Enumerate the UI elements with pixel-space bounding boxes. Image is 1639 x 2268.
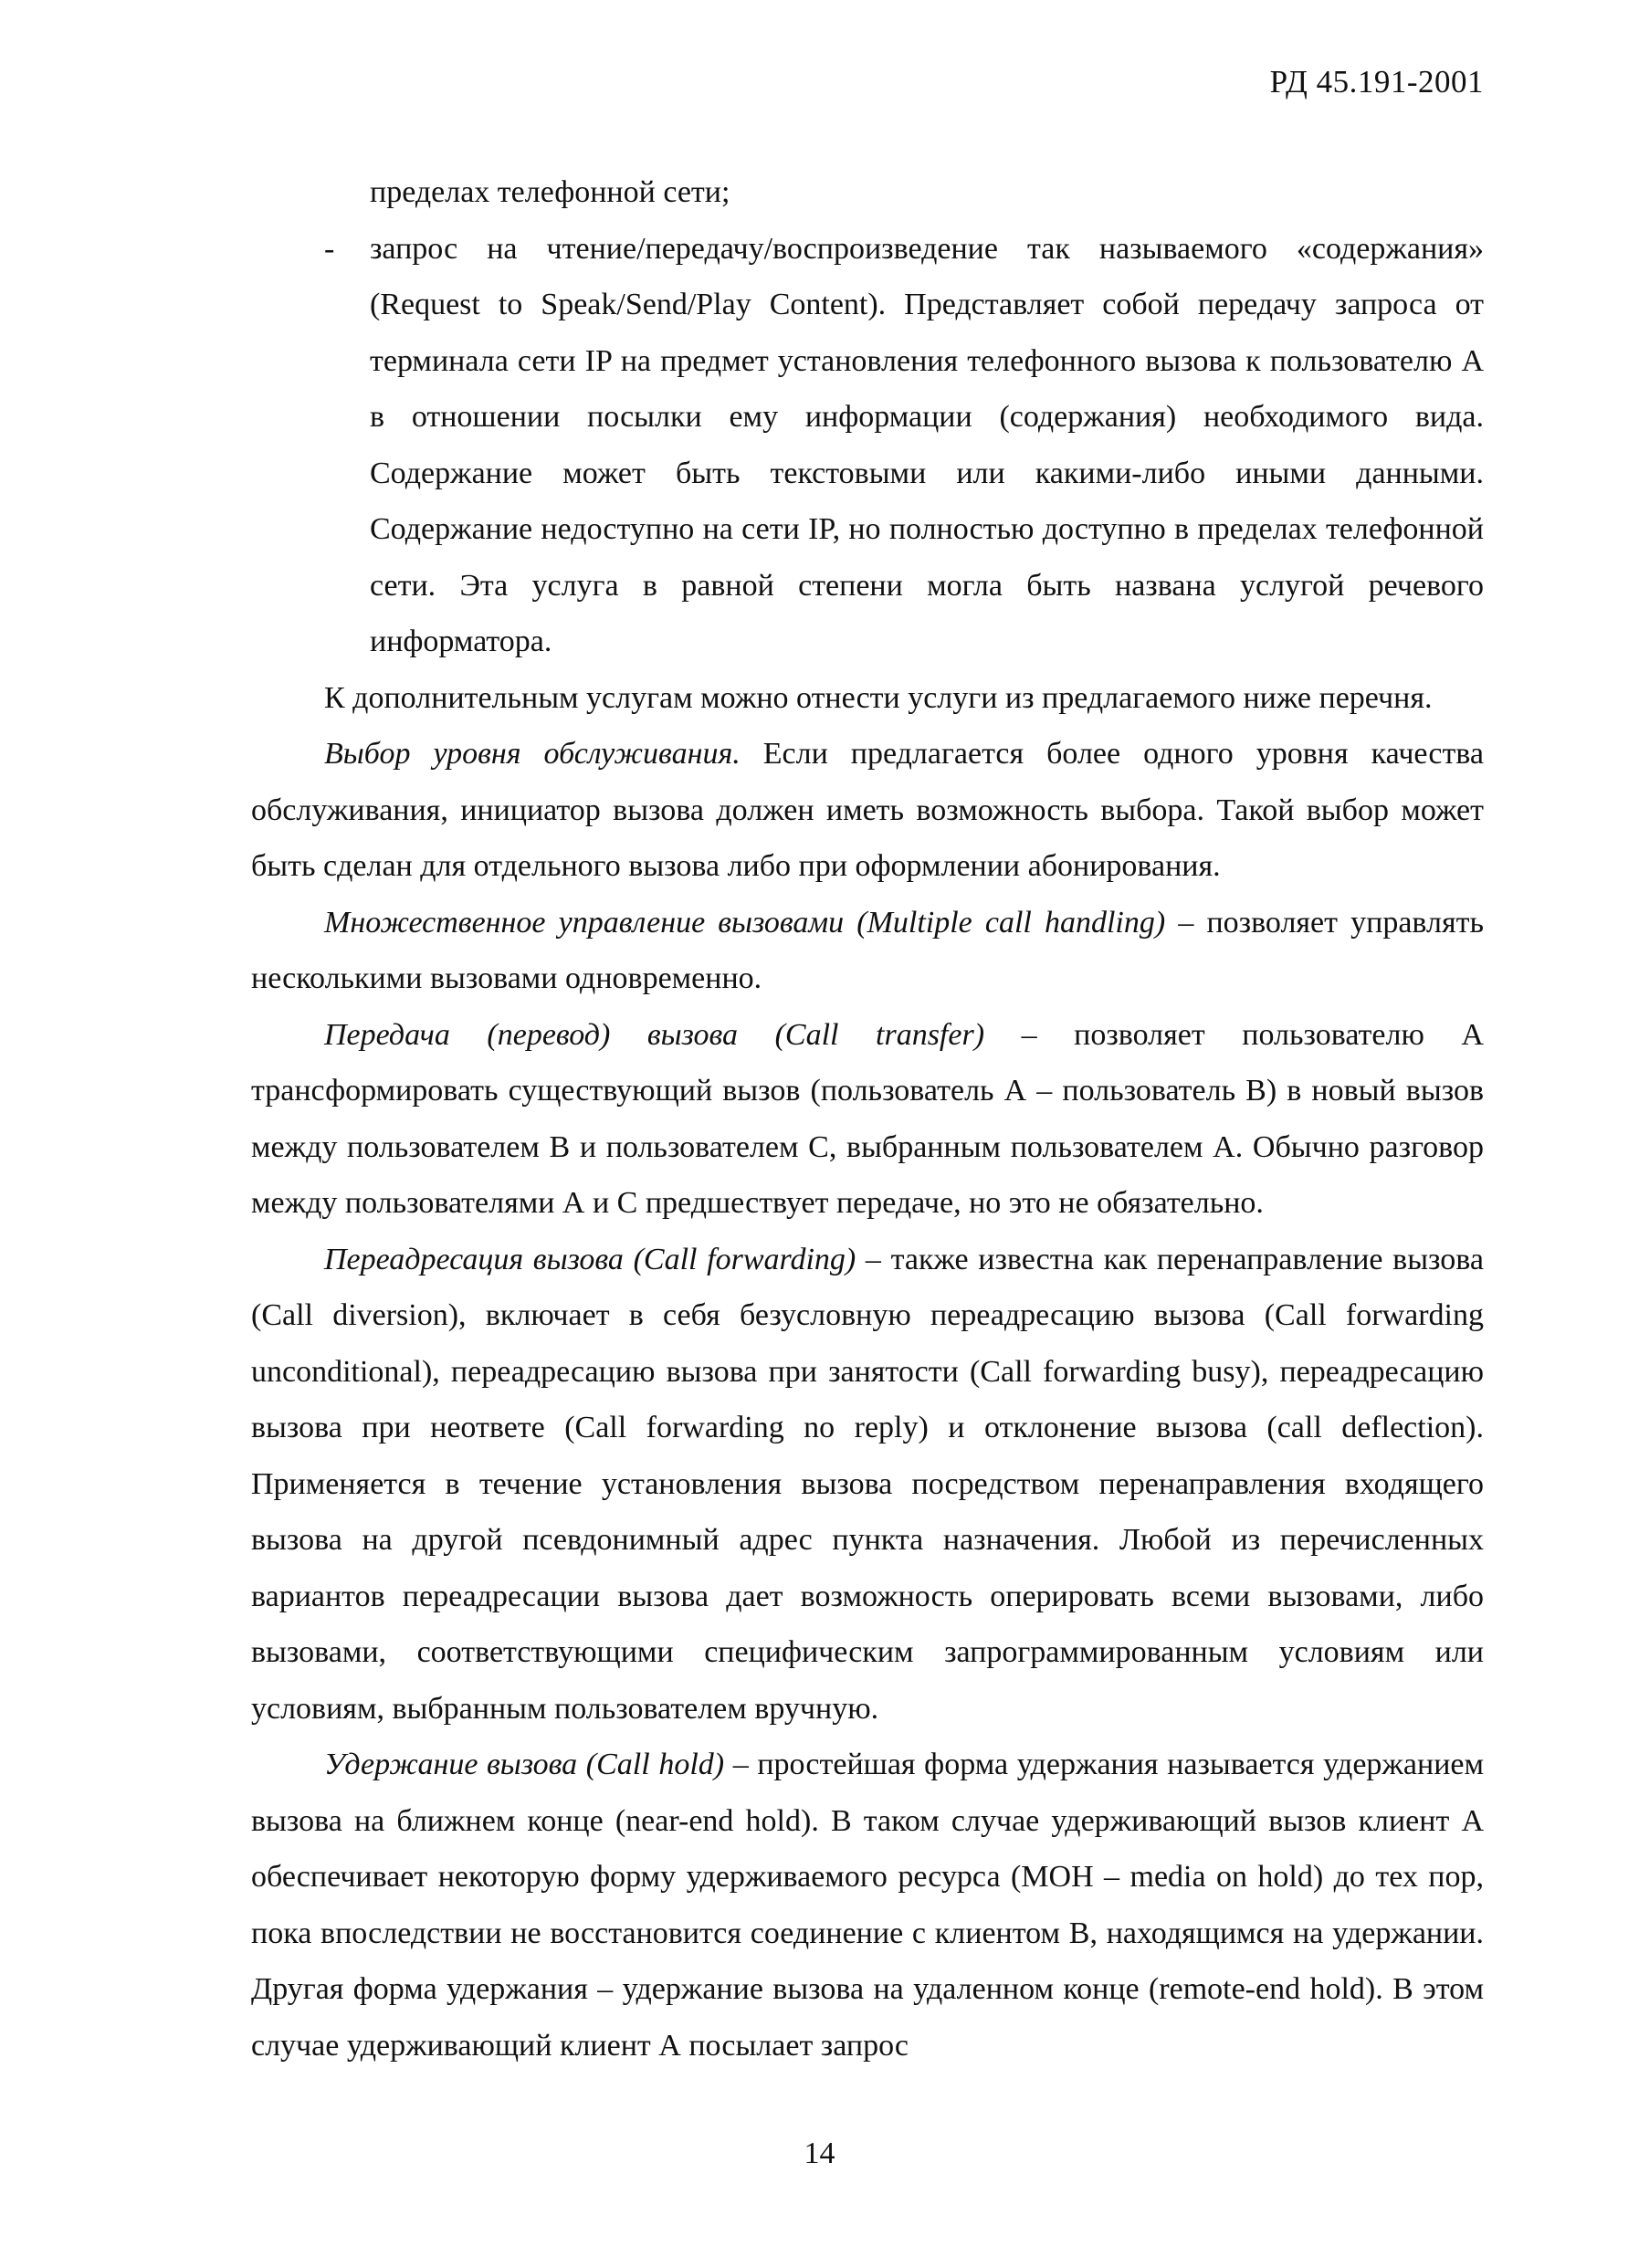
intro-paragraph: К дополнительным услугам можно отнести услуги из предлагаемого ниже перечня.	[324, 680, 1433, 715]
page-body	[251, 164, 1484, 2074]
paragraph-service-level	[251, 726, 1484, 895]
term-call-forwarding: Переадресация вызова (Call forwarding)	[324, 1242, 856, 1276]
paragraph-call-transfer	[251, 1007, 1484, 1232]
term-multiple-call-handling: Множественное управление вызовами (Multiple call handling)	[324, 905, 1166, 940]
page-number: 14	[804, 2137, 835, 2170]
document-code-header: РД 45.191-2001	[1269, 64, 1484, 100]
continued-line: пределах телефонной сети;	[370, 175, 730, 209]
text-service-level: Если предлагается более одного уровня качества обслуживания, инициатор вызова должен иметь возможность выбора. Такой выбор может быть сделан для отдельного вызова либо при оформлении абонирования.	[251, 737, 1485, 883]
text-call-hold: – простейшая форма удержания называется удержанием вызова на ближнем конце (near-end hold). В таком случае удерживающий вызов клиент А обеспечивает некоторую форму удерживаемого ресурса (МОН – media on hold) до тех пор, пока впоследствии не восстановится соединение с клиентом В, находящимся на удержании. Другая форма удержания – удержание вызова на удаленном конце (remote-end hold). В этом случае удерживающий клиент А посылает запрос	[251, 1748, 1484, 2063]
term-call-transfer: Передача (перевод) вызова (Call transfer)	[324, 1017, 985, 1052]
text-call-transfer: – позволяет пользователю А трансформировать существующий вызов (пользователь А – пользователь В) в новый вызов между пользователем В и пользователем С, выбранным пользователем А. Обычно разговор между пользователями А и С предшествует передаче, но это не обязательно.	[251, 1017, 1484, 1220]
bullet-dash: -	[324, 231, 335, 266]
term-call-hold: Удержание вызова (Call hold)	[324, 1748, 725, 1781]
bullet-text: запрос на чтение/передачу/воспроизведение так называемого «содержания» (Request to Speak/Send/Play Content). Представляет собой передачу запроса от терминала сети IP на предмет установления телефонного вызова к пользователю А в отношении посылки ему информации (содержания) необходимого вида. Содержание может быть текстовыми или какими-либо иными данными. Содержание недоступно на сети IP, но полностью доступно в пределах телефонной сети. Эта услуга в равной степени могла быть названа услугой речевого информатора.	[370, 231, 1484, 658]
term-service-level: Выбор уровня обслуживания.	[324, 737, 741, 771]
paragraph-call-forwarding	[251, 1232, 1484, 1738]
bullet-item	[251, 221, 1484, 670]
paragraph-call-hold	[251, 1737, 1484, 2074]
text-multiple-call-handling: – позволяет управлять несколькими вызовами одновременно.	[251, 905, 1484, 995]
text-call-forwarding: – также известна как перенаправление вызова (Call diversion), включает в себя безусловную переадресацию вызова (Call forwarding unconditional), переадресацию вызова при занятости (Call forwarding busy), переадресацию вызова при неответе (Call forwarding no reply) и отклонение вызова (call deflection). Применяется в течение установления вызова посредством перенаправления входящего вызова на другой псевдонимный адрес пункта назначения. Любой из перечисленных вариантов переадресации вызова дает возможность оперировать всеми вызовами, либо вызовами, соответствующими специфическим запрограммированным условиям или условиям, выбранным пользователем вручную.	[251, 1242, 1484, 1726]
paragraph-multiple-call-handling	[251, 895, 1484, 1007]
